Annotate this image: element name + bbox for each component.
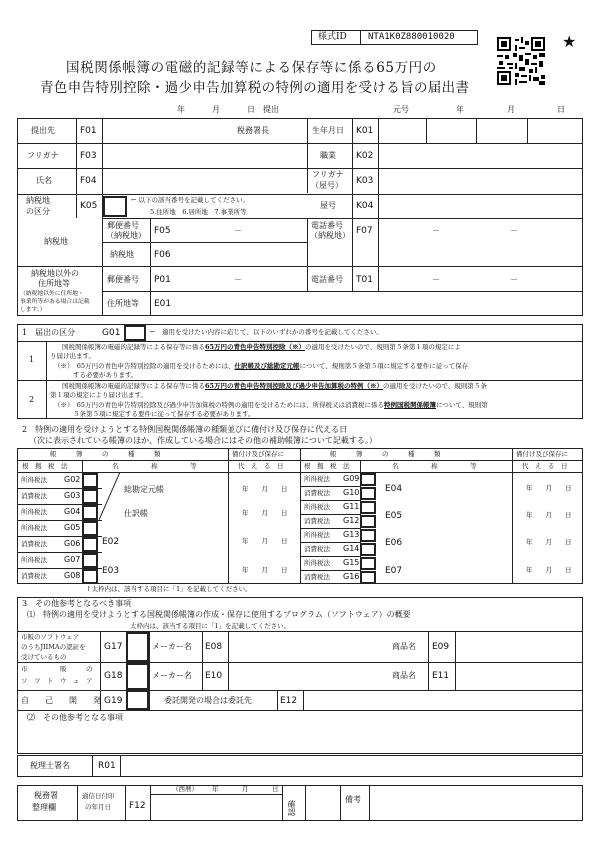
row-law: 所得税法 xyxy=(21,524,47,532)
row-law: 消費税法 xyxy=(304,545,330,553)
row-divider xyxy=(300,570,360,571)
title-line-1: 国税関係帳簿の電磁的記録等による保存等に係る65万円の xyxy=(66,60,437,76)
qr-code-icon xyxy=(497,37,545,85)
jiima-software-check[interactable] xyxy=(126,632,149,662)
row-divider xyxy=(300,500,360,501)
row-check-box[interactable] xyxy=(82,537,98,552)
tax-accountant-input[interactable] xyxy=(121,756,582,776)
address-input[interactable] xyxy=(175,292,582,315)
job-input[interactable] xyxy=(379,144,582,167)
row-check-box[interactable] xyxy=(82,521,98,536)
row-code: G08 xyxy=(64,571,81,580)
row-law: 所得税法 xyxy=(304,503,330,511)
row-check-box[interactable] xyxy=(82,473,98,488)
tax-office-input[interactable] xyxy=(103,119,233,142)
row-code: G10 xyxy=(343,488,360,497)
commercial-product-input[interactable] xyxy=(456,663,582,689)
row-code: G04 xyxy=(64,507,81,516)
row-law: 所得税法 xyxy=(304,559,330,567)
row-law: 消費税法 xyxy=(21,540,47,548)
commercial-software-check[interactable] xyxy=(126,663,149,690)
row-divider xyxy=(300,486,360,487)
birthdate-input[interactable] xyxy=(379,119,582,142)
row-law: 消費税法 xyxy=(304,489,330,497)
row-divider xyxy=(300,556,360,557)
row-divider xyxy=(300,528,360,529)
row-law: 消費税法 xyxy=(21,572,47,580)
row-check-box[interactable] xyxy=(360,515,376,528)
row-check-box[interactable] xyxy=(82,569,98,584)
other-notes-input[interactable] xyxy=(18,725,582,753)
row-code: G15 xyxy=(343,558,360,567)
commercial-maker-input[interactable] xyxy=(229,663,379,689)
row-check-box[interactable] xyxy=(82,505,98,520)
name-input[interactable] xyxy=(103,169,306,193)
title-line-2: 青色申告特別控除・過少申告加算税の特例の適用を受ける旨の届出書 xyxy=(40,80,470,96)
row-check-box[interactable] xyxy=(82,489,98,504)
row-law: 所得税法 xyxy=(304,475,330,483)
tax-place-input[interactable] xyxy=(175,243,582,265)
row-law: 所得税法 xyxy=(304,531,330,539)
row-law: 消費税法 xyxy=(21,492,47,500)
form-id-value: NTA1K0Z880010020 xyxy=(368,32,455,42)
row-law: 所得税法 xyxy=(21,556,47,564)
row-check-box[interactable] xyxy=(360,571,376,584)
star-mark: ★ xyxy=(562,32,577,51)
row-code: G14 xyxy=(343,544,360,553)
row-law: 消費税法 xyxy=(304,517,330,525)
row-code: G11 xyxy=(343,502,360,511)
row-code: G07 xyxy=(64,555,81,564)
row-check-box[interactable] xyxy=(360,487,376,500)
row-code: G13 xyxy=(343,530,360,539)
row-code: G02 xyxy=(64,475,81,484)
row-divider xyxy=(300,542,360,543)
row-divider xyxy=(300,514,360,515)
form-page: 様式ID NTA1K0Z880010020 ★ 国税関係帳簿の電磁的記録等による保存等に係る65万円の 青色申告特別控除・過少申告加算税の特例の適用を受ける旨の届出書 年 月 日 提出 元号 年 月 日 提出先 F01 税務署長 生年月日 K01 フリガナ F03 職業 K02 氏名 F04 フリガナ （屋号） K03 納税地 の区分 K05 ← 以下の該当番号を記載してください。 5.住所地 6.居所地 7.事業所等 屋号 K04 納税地 郵便番号 （納税地） F05 － 電話番号 （納税地） F07 － － 納税地 F06 納税地以外の 住所地等 （納税地以外に住所地・ 事業所等がある場合は記載 します。） 郵便番号 P01 － 電話番号 T01 － － 住所地等 E01 1 届出の区分 G01 ← 適用を受けたい内容に応じて、以下のいずれかの番号を記載してください。 1 国税関係帳簿の電磁的記録等による保存等に係る65万円の青色申告特別控除（※）の適用を受けたいので、規則第５条第１項の規定によ り届け出ます。 （※） 65万円の青色申告特別控除の適用を受けるためには、仕訳帳及び総勘定元帳について、規則第５条第５項に規定する要件に従って保存 する必要があります。 2 国税関係帳簿の電磁的記録等による保存等に係る65万円の青色申告特別控除及び過少申告加算税の特例（※）の適用を受けたいので、規則第５条 第１項の規定により届け出ます。 （※） 65万円の青色申告特別控除及び過少申告加算税の特例の適用を受けるためには、所得税又は消費税に係る特例国税関係帳簿について、規則第 ５条第５項に規定する要件に従って保存する必要があります。 2 特例の適用を受けようとする特例国税関係帳簿の種類並びに備付け及び保存に代える日 （次に表示されている帳簿のほか、作成している場合にはその他の補助帳簿について記載する。） 帳 簿 の 種 類 根 拠 税 法 名 称 等 備付け及び保存に 代 え る 日 帳 簿 の 種 類 根 拠 税 法 名 称 等 備付け及び保存に 代 え る 日 所得税法 G02 消費税法 G03 所得税法 G04 所得税法 G05 消費税法 G06 所得税法 G07 消費税法 G08 所得税法 G09 消費税法 G10 所得税法 G11 消費税法 G12 所得税法 G13 消費税法 G14 所得税法 G15 消費税法 G16 総勘定元帳 仕訳帳 E02 E03 E04 E05 E06 E07 年 月 日 年 月 日 年 月 日 年 月 日 年 月 日 年 月 日 年 月 日 年 月 日 ↑太枠内は、該当する項目に「1」を記載してください。 3 その他参考となるべき事項 ⑴ 特例の適用を受けようとする国税関係帳簿の作成・保存に使用するプログラム（ソフトウェア）の概要 太枠内は、該当する項目に「1」を記載してください。 市販のソフトウェア のうちJIIMAの認証を 受けているもの G17 メーカー名 E08 商品名 E09 市 販 の ソ フ ト ウ ェ ア G18 メーカー名 E10 商品名 E11 自 己 開 発 G19 委託開発の場合は委託先 E12 ⑵ その他参考となる事項 税理士署名 R01 税務署 整理欄 通信日付印 の年月日 F12 （西暦） 年 月 日 確認 備考 xyxy=(0,0,600,845)
row-code: G03 xyxy=(64,491,81,500)
row-check-box[interactable] xyxy=(360,557,376,570)
jiima-product-input[interactable] xyxy=(456,632,582,661)
form-id-label: 様式ID xyxy=(318,32,347,42)
row-code: G12 xyxy=(343,516,360,525)
row-check-box[interactable] xyxy=(82,553,98,568)
diagonal-slash-icon xyxy=(99,472,120,520)
self-developed-check[interactable] xyxy=(126,690,149,710)
row-law: 消費税法 xyxy=(304,573,330,581)
row-code: G05 xyxy=(64,523,81,532)
row-check-box[interactable] xyxy=(360,501,376,514)
row-check-box[interactable] xyxy=(360,543,376,556)
row-check-box[interactable] xyxy=(360,473,376,486)
jiima-maker-input[interactable] xyxy=(229,632,379,661)
row-code: G16 xyxy=(343,572,360,581)
row-code: G06 xyxy=(64,539,81,548)
row-law: 所得税法 xyxy=(21,508,47,516)
row-code: G09 xyxy=(343,474,360,483)
row-check-box[interactable] xyxy=(360,529,376,542)
notification-type-input[interactable] xyxy=(124,325,146,341)
tax-place-kind-input[interactable] xyxy=(103,196,127,217)
furigana-input[interactable] xyxy=(103,144,306,167)
consign-input[interactable] xyxy=(304,691,582,709)
row-law: 所得税法 xyxy=(21,476,47,484)
